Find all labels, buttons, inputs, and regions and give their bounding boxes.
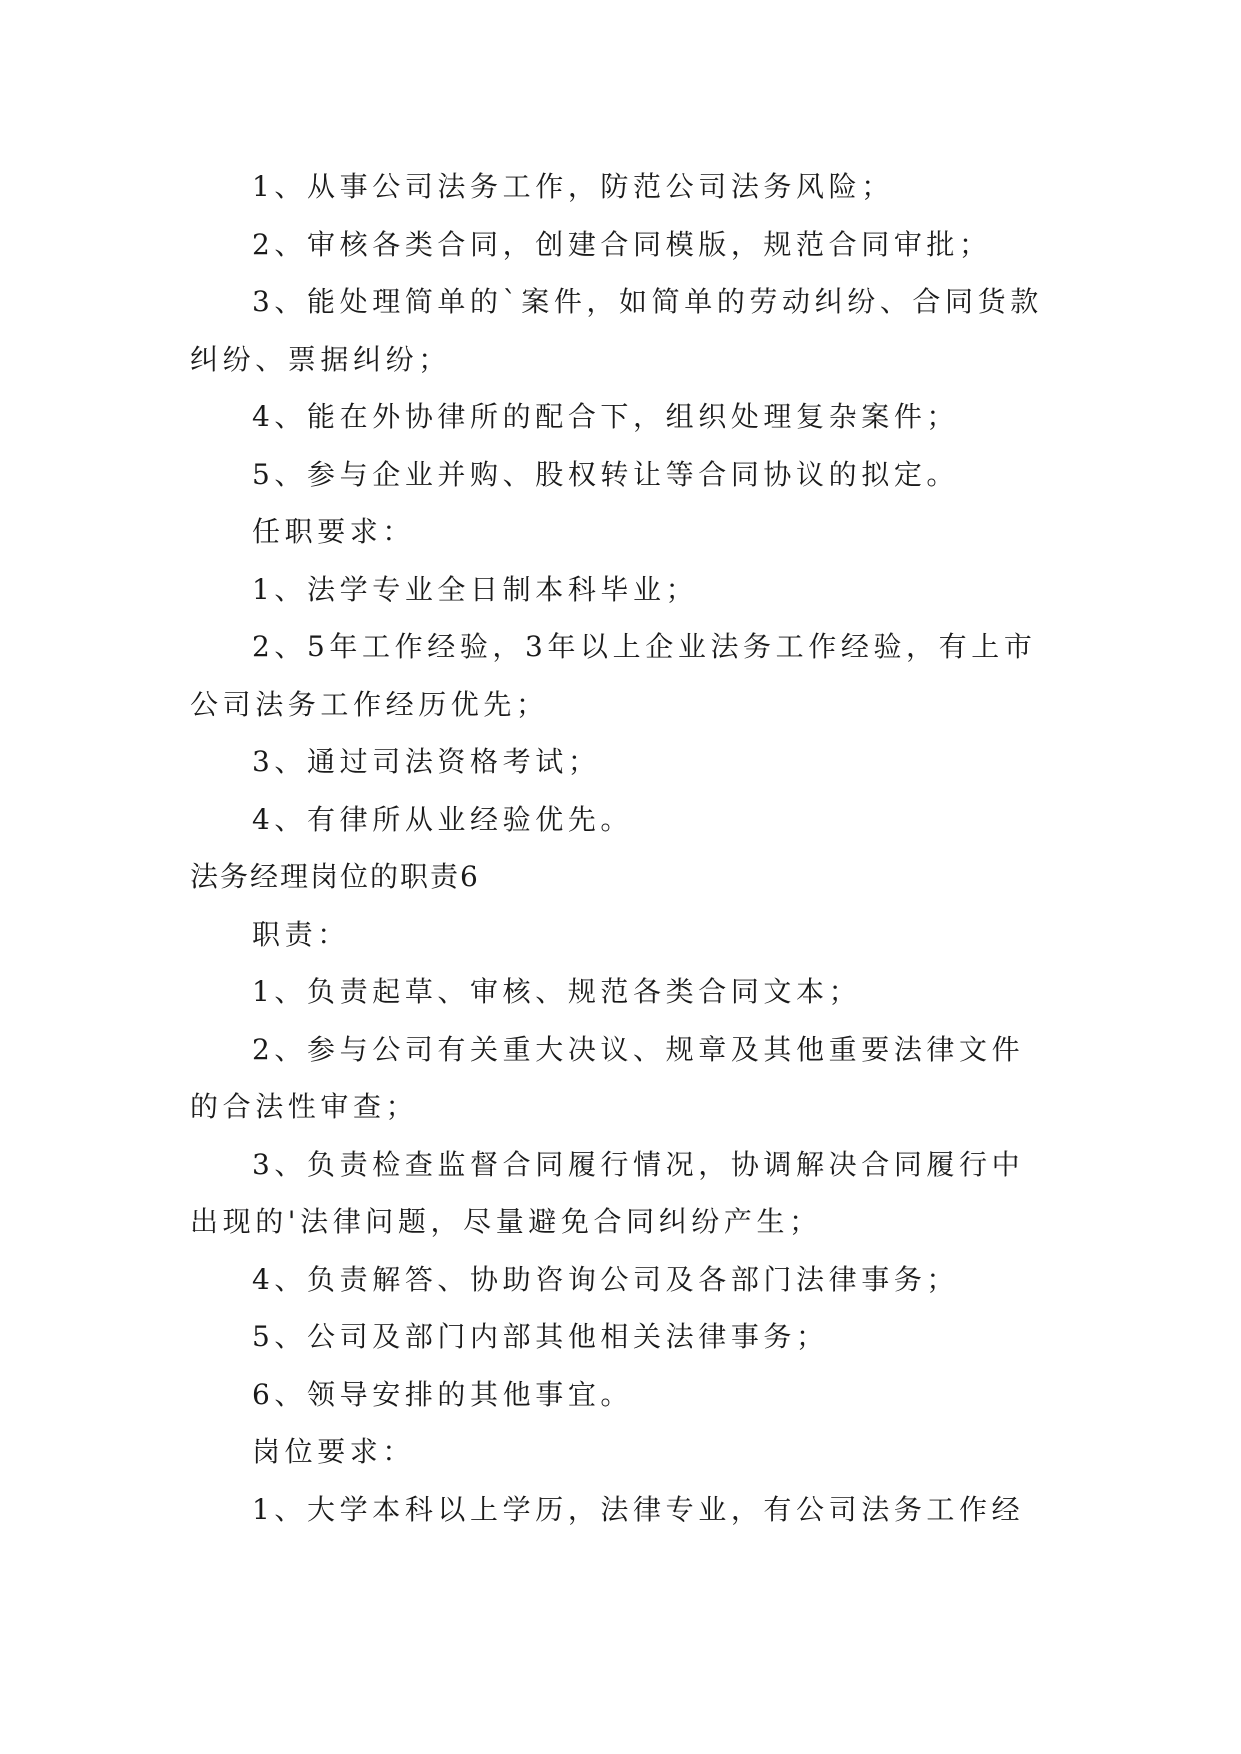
- position-requirement-item-1: 1、大学本科以上学历，法律专业，有公司法务工作经: [252, 1492, 1025, 1526]
- requirement-item-3: 3、通过司法资格考试；: [252, 745, 601, 778]
- section6-duty-item-6: 6、领导安排的其他事宜。: [252, 1377, 634, 1411]
- section6-duty-item-2: 2、参与公司有关重大决议、规章及其他重要法律文件: [252, 1032, 1025, 1066]
- duty-item-1: 1、从事公司法务工作，防范公司法务风险；: [252, 170, 894, 203]
- requirement-item-1: 1、法学专业全日制本科毕业；: [252, 572, 699, 606]
- duty-item-5: 5、参与企业并购、股权转让等合同协议的拟定。: [252, 457, 960, 491]
- duties-label: 职责：: [252, 917, 350, 951]
- requirement-item-2: 2、5年工作经验，3年以上企业法务工作经验，有上市: [252, 630, 1037, 663]
- section6-duty-item-5: 5、公司及部门内部其他相关法律事务；: [252, 1320, 829, 1353]
- section-heading: 法务经理岗位的职责6: [190, 860, 480, 893]
- requirements-label: 任职要求：: [252, 515, 416, 548]
- section6-duty-item-3: 3、负责检查监督合同履行情况，协调解决合同履行中: [252, 1147, 1025, 1181]
- requirement-item-4: 4、有律所从业经验优先。: [252, 802, 634, 836]
- position-requirements-label: 岗位要求：: [252, 1435, 416, 1468]
- document-body: [190, 158, 1060, 1538]
- duty-item-4: 4、能在外协律所的配合下，组织处理复杂案件；: [252, 400, 960, 433]
- section6-duty-item-3-continued: 出现的'法律问题，尽量避免合同纠纷产生；: [190, 1205, 822, 1238]
- requirement-item-2-continued: 公司法务工作经历优先；: [190, 687, 549, 721]
- section6-duty-item-4: 4、负责解答、协助咨询公司及各部门法律事务；: [252, 1262, 960, 1296]
- duty-item-3: 3、能处理简单的`案件，如简单的劳动纠纷、合同货款: [252, 285, 1043, 318]
- section6-duty-item-2-continued: 的合法性审查；: [190, 1090, 419, 1123]
- duty-item-2: 2、审核各类合同，创建合同模版，规范合同审批；: [252, 227, 992, 261]
- duty-item-3-continued: 纠纷、票据纠纷；: [190, 342, 451, 376]
- section6-duty-item-1: 1、负责起草、审核、规范各类合同文本；: [252, 975, 862, 1008]
